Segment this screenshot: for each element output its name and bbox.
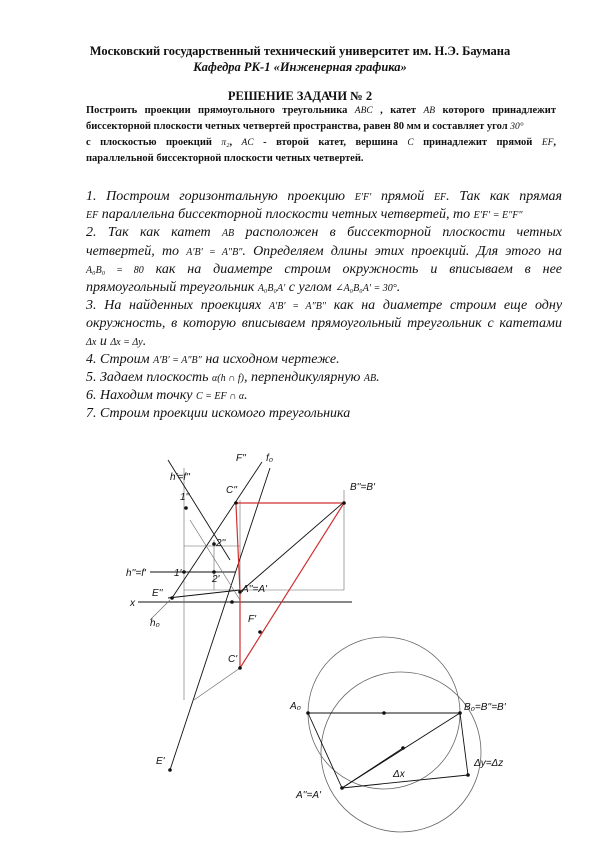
department-name: Кафедра РК-1 «Инженерная графика» (193, 60, 407, 74)
label-2-frontal: 2'' (216, 538, 226, 549)
point-c1 (238, 666, 242, 670)
task-line-4: параллельной биссекторной плоскости четных четвертей. (86, 153, 364, 164)
segment-b0-delta-y (460, 713, 468, 775)
point-1-horizontal (182, 570, 186, 574)
step-2-line-2: четвертей, то A′B′ = A″B″. Определяем длины этих проекций. Для этого на (86, 243, 562, 259)
point-delta-y (466, 773, 470, 777)
label-h0: h₀ (150, 618, 160, 629)
label-dx: Δx (393, 769, 405, 780)
task-line-2: биссекторной плоскости четных четвертей пространства, равен 80 мм и составляет угол 30° (86, 121, 524, 132)
label-a2a1-circle: A''=A' (296, 790, 321, 801)
point-center-2 (401, 746, 405, 750)
label-a0: A₀ (290, 701, 301, 712)
point-b0 (458, 711, 462, 715)
step-3-line-3: Δx и Δx = Δy. (86, 333, 147, 349)
label-dydz: Δy=Δz (474, 758, 504, 769)
label-1-horizontal: 1' (174, 568, 182, 579)
orthographic-labels (126, 453, 376, 767)
point-f1 (258, 630, 262, 634)
point-e1 (168, 768, 172, 772)
label-e1: E' (156, 756, 165, 767)
step-3-line-1: 3. На найденных проекциях A′B′ = A″B″ как на диаметре строим еще одну (86, 298, 563, 314)
label-b2b1: B''=B' (350, 482, 375, 493)
step-4: 4. Строим A′B′ = A″B″ на исходном чертеже. (86, 351, 340, 367)
label-1-frontal: 1'' (180, 492, 190, 503)
point-a0 (306, 711, 310, 715)
task-line-1: Построить проекции прямоугольного треугольника ABC , катет AB которого принадлежит (86, 105, 556, 116)
step-2-line-3: A₀B₀ = 80 как на диаметре строим окружность и вписываем в нее (86, 261, 563, 277)
label-c1: C' (228, 654, 238, 665)
circle-construction (308, 637, 481, 832)
label-2-horizontal: 2' (212, 574, 220, 585)
label-e2: E'' (152, 588, 163, 599)
step-2-line-4: прямоугольный треугольник A₀B₀A′ с углом ∠A₀B₀A′ = 30°. (86, 280, 401, 296)
step-3-line-2: окружность, в которую вписываем прямоугольный треугольник с катетами (86, 316, 562, 332)
point-center (382, 711, 386, 715)
point-b (342, 501, 346, 505)
label-a2a1: A''=A' (242, 584, 267, 595)
circle-points (306, 711, 470, 790)
label-b0: B₀=B''=B' (464, 702, 506, 713)
line-ab-projection (240, 502, 344, 592)
label-f1: F' (248, 614, 257, 625)
step-6: 6. Находим точку C = EF ∩ α. (86, 388, 248, 404)
h0-trace (150, 600, 170, 620)
university-name: Московский государственный технический университет им. Н.Э. Баумана (89, 44, 511, 58)
label-c2: C'' (226, 485, 238, 496)
line-e-to-a (168, 590, 240, 598)
page-title: РЕШЕНИЕ ЗАДАЧИ № 2 (227, 89, 373, 103)
step-7: 7. Строим проекции искомого треугольника (86, 406, 351, 422)
step-1-line-2: EF параллельна биссекторной плоскости четных четвертей, то E′F′ = E″F″ (86, 207, 523, 223)
point-under-a (230, 600, 234, 604)
label-f2: F'' (236, 453, 246, 464)
circle-delta (321, 672, 481, 832)
step-1-line-1: 1. Построим горизонтальную проекцию E′F′ прямой EF. Так как прямая (86, 189, 563, 204)
line-c2-to-a (236, 505, 240, 592)
step-2-line-1: 2. Так как катет AB расположен в биссекторной плоскости четных (86, 225, 563, 241)
segment-delta-x (342, 748, 403, 788)
line-c-to-bottom (194, 668, 240, 700)
label-f0: f₀ (266, 453, 273, 464)
point-a1-circle (340, 786, 344, 790)
label-h2f1: h''=f' (126, 568, 146, 579)
point-e2 (170, 596, 174, 600)
point-c2 (234, 501, 238, 505)
point-1-frontal (184, 506, 188, 510)
task-line-3: с плоскостью проекций π₂, AC - второй катет, вершина C принадлежит прямой EF, (86, 137, 557, 148)
label-x-axis: x (130, 598, 135, 609)
orthographic-drawing (138, 460, 352, 770)
label-h1f2: h'=f'' (170, 472, 190, 483)
step-5: 5. Задаем плоскость α(h ∩ f), перпендикулярную AB. (86, 370, 380, 386)
